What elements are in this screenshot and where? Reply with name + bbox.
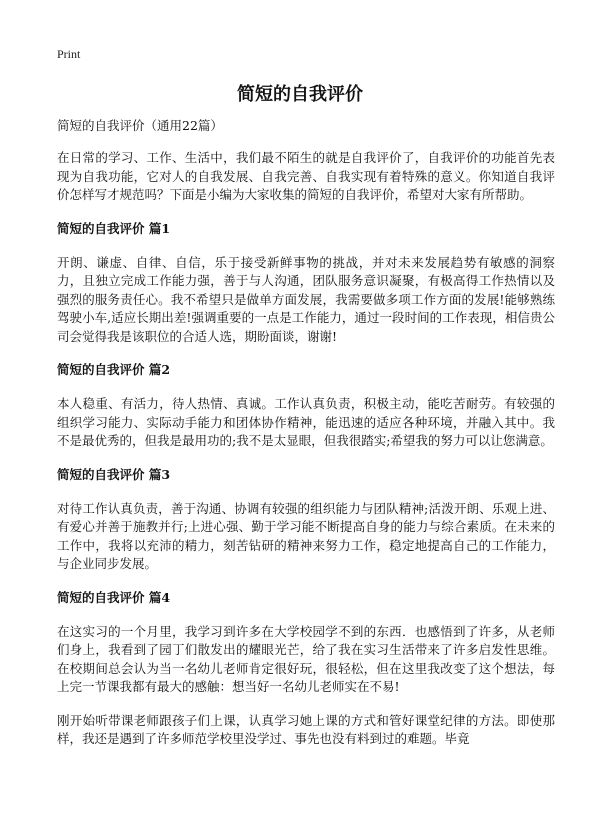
section-heading: 简短的自我评价 篇2 (57, 362, 171, 377)
section-4 (57, 589, 555, 749)
section-paragraph: 在这实习的一个月里，我学习到许多在大学校园学不到的东西．也感悟到了许多，从老师们身上，我看到了园丁们散发出的耀眼光芒，给了我在实习生活带来了许多启发性思维。在校期间总会认为当一名幼儿老师肯定很好玩，很轻松，但在这里我改变了这个想法，每上完一节课我都有最大的感触：想当好一名幼儿老师实在不易! (57, 623, 555, 694)
section-1 (57, 220, 555, 347)
document-body (57, 117, 555, 764)
section-heading: 简短的自我评价 篇1 (57, 220, 171, 236)
intro-paragraph: 在日常的学习、工作、生活中，我们最不陌生的就是自我评价了，自我评价的功能首先表现为自我功能，它对人的自我发展、自我完善、自我实现有着特殊的意义。你知道自我评价怎样写才规范吗？下面是小编为大家收集的简短的自我评价，希望对大家有所帮助。 (57, 150, 555, 202)
section-3 (57, 466, 555, 574)
section-paragraph: 本人稳重、有活力，待人热情、真诚。工作认真负责，积极主动，能吃苦耐劳。有较强的组织学习能力、实际动手能力和团体协作精神，能迅速的适应各种环境，并融入其中。我不是最优秀的，但我是最用功的;我不是太显眼，但我很踏实;希望我的努力可以让您满意。 (57, 396, 555, 448)
section-heading: 简短的自我评价 篇4 (57, 589, 171, 605)
print-label: Print (57, 47, 81, 61)
section-paragraph: 刚开始听带课老师跟孩子们上课，认真学习她上课的方式和管好课堂纪律的方法。即使那样，我还是遇到了许多师范学校里没学过、事先也没有料到过的难题。毕竟 (57, 712, 555, 746)
page-title: 简短的自我评价 (237, 84, 363, 105)
document-subtitle: 简短的自我评价（通用22篇） (57, 118, 223, 133)
section-heading: 简短的自我评价 篇3 (57, 466, 171, 482)
section-2 (57, 361, 555, 451)
section-paragraph: 开朗、谦虚、自律、自信，乐于接受新鲜事物的挑战，并对未来发展趋势有敏感的洞察力，且独立完成工作能力强，善于与人沟通，团队服务意识凝聚，有极高得工作热情以及强烈的服务责任心。我不希望只是做单方面发展，我需要做多项工作方面的发展!能够熟练驾驶小车,适应长期出差!强调重要的一点是工作能力，通过一段时间的工作表现，相信贵公司会觉得我是该职位的合适人选，期盼面谈，谢谢! (57, 254, 555, 344)
section-paragraph: 对待工作认真负责，善于沟通、协调有较强的组织能力与团队精神;活泼开朗、乐观上进、有爱心并善于施教并行;上进心强、勤于学习能不断提高自身的能力与综合素质。在未来的工作中，我将以充沛的精力，刻苦钻研的精神来努力工作，稳定地提高自己的工作能力，与企业同步发展。 (57, 500, 555, 571)
